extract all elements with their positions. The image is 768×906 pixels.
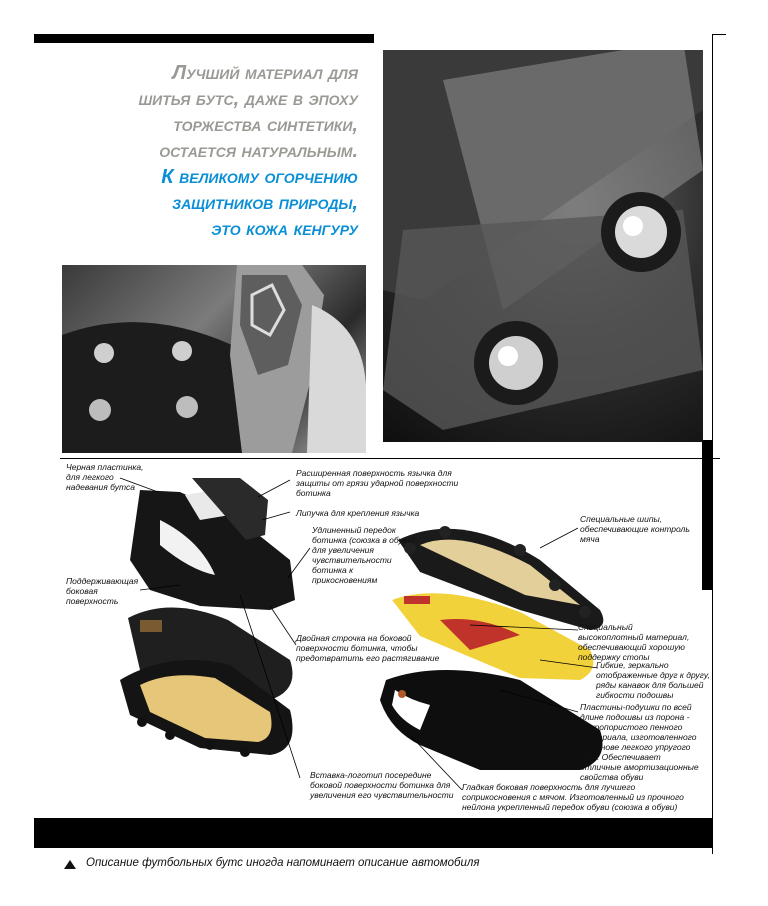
callout-special-studs: Специальные шипы, обеспечивающие контроль мяча — [580, 514, 690, 544]
bottom-black-band — [34, 818, 712, 848]
headline-line: шитья бутс, даже в эпоху — [138, 88, 358, 110]
callout-side-support: Поддерживающая боковая поверхность — [66, 576, 139, 606]
callout-flexible-plates: Гибкие, зеркально отображенные друг к другу, ряды канавок для большей гибкости подошвы — [596, 660, 710, 700]
callout-tongue-surface: Расширенная поверхность язычка для защиты от грязи ударной поверхности ботинка — [296, 468, 459, 498]
callout-black-plate: Черная пластинка, для легкого надевания бутса — [66, 462, 144, 492]
headline-line: Лучший материал для — [172, 62, 358, 84]
headline-line: остается натуральным. — [159, 140, 358, 162]
callout-dense-material: Специальный высокоплотный материал, обеспечивающий хорошую поддержку стопы — [578, 622, 690, 662]
callout-logo-insert: Вставка-логотип посередине боковой поверхности ботинка для увеличения его чувствительности — [310, 770, 454, 800]
callout-tongue-strap: Липучка для крепления язычка — [296, 508, 420, 518]
callout-extended-toe: Удлиненный передок ботинка (союзка в обуви) для увеличения чувствительности ботинка к прикосновениям — [312, 525, 415, 585]
headline-line-accent: защитников природы, — [172, 192, 358, 214]
triangle-icon — [64, 860, 76, 869]
callout-cushion-plates: Пластины-подушки по всей длине подошвы из порона - микропористого пенного материала, изготовленного на основе легкого упругого ЭВА. Обеспечивает отличные амортизационные свойства обуви — [580, 702, 699, 782]
page-caption: Описание футбольных бутс иногда напоминает описание автомобиля — [86, 857, 480, 869]
headline-line: торжества синтетики, — [173, 114, 358, 136]
headline-line-accent: это кожа кенгуру — [211, 218, 358, 240]
callout-double-stitch: Двойная строчка на боковой поверхности ботинка, чтобы предотвратить его растягивание — [296, 633, 440, 663]
callout-smooth-side: Гладкая боковая поверхность для лучшего соприкосновения с мячом. Изготовленный из прочного нейлона укрепленный передок обуви (союзка в обуви) — [462, 782, 684, 812]
headline-line-accent: К великому огорчению — [161, 166, 358, 188]
